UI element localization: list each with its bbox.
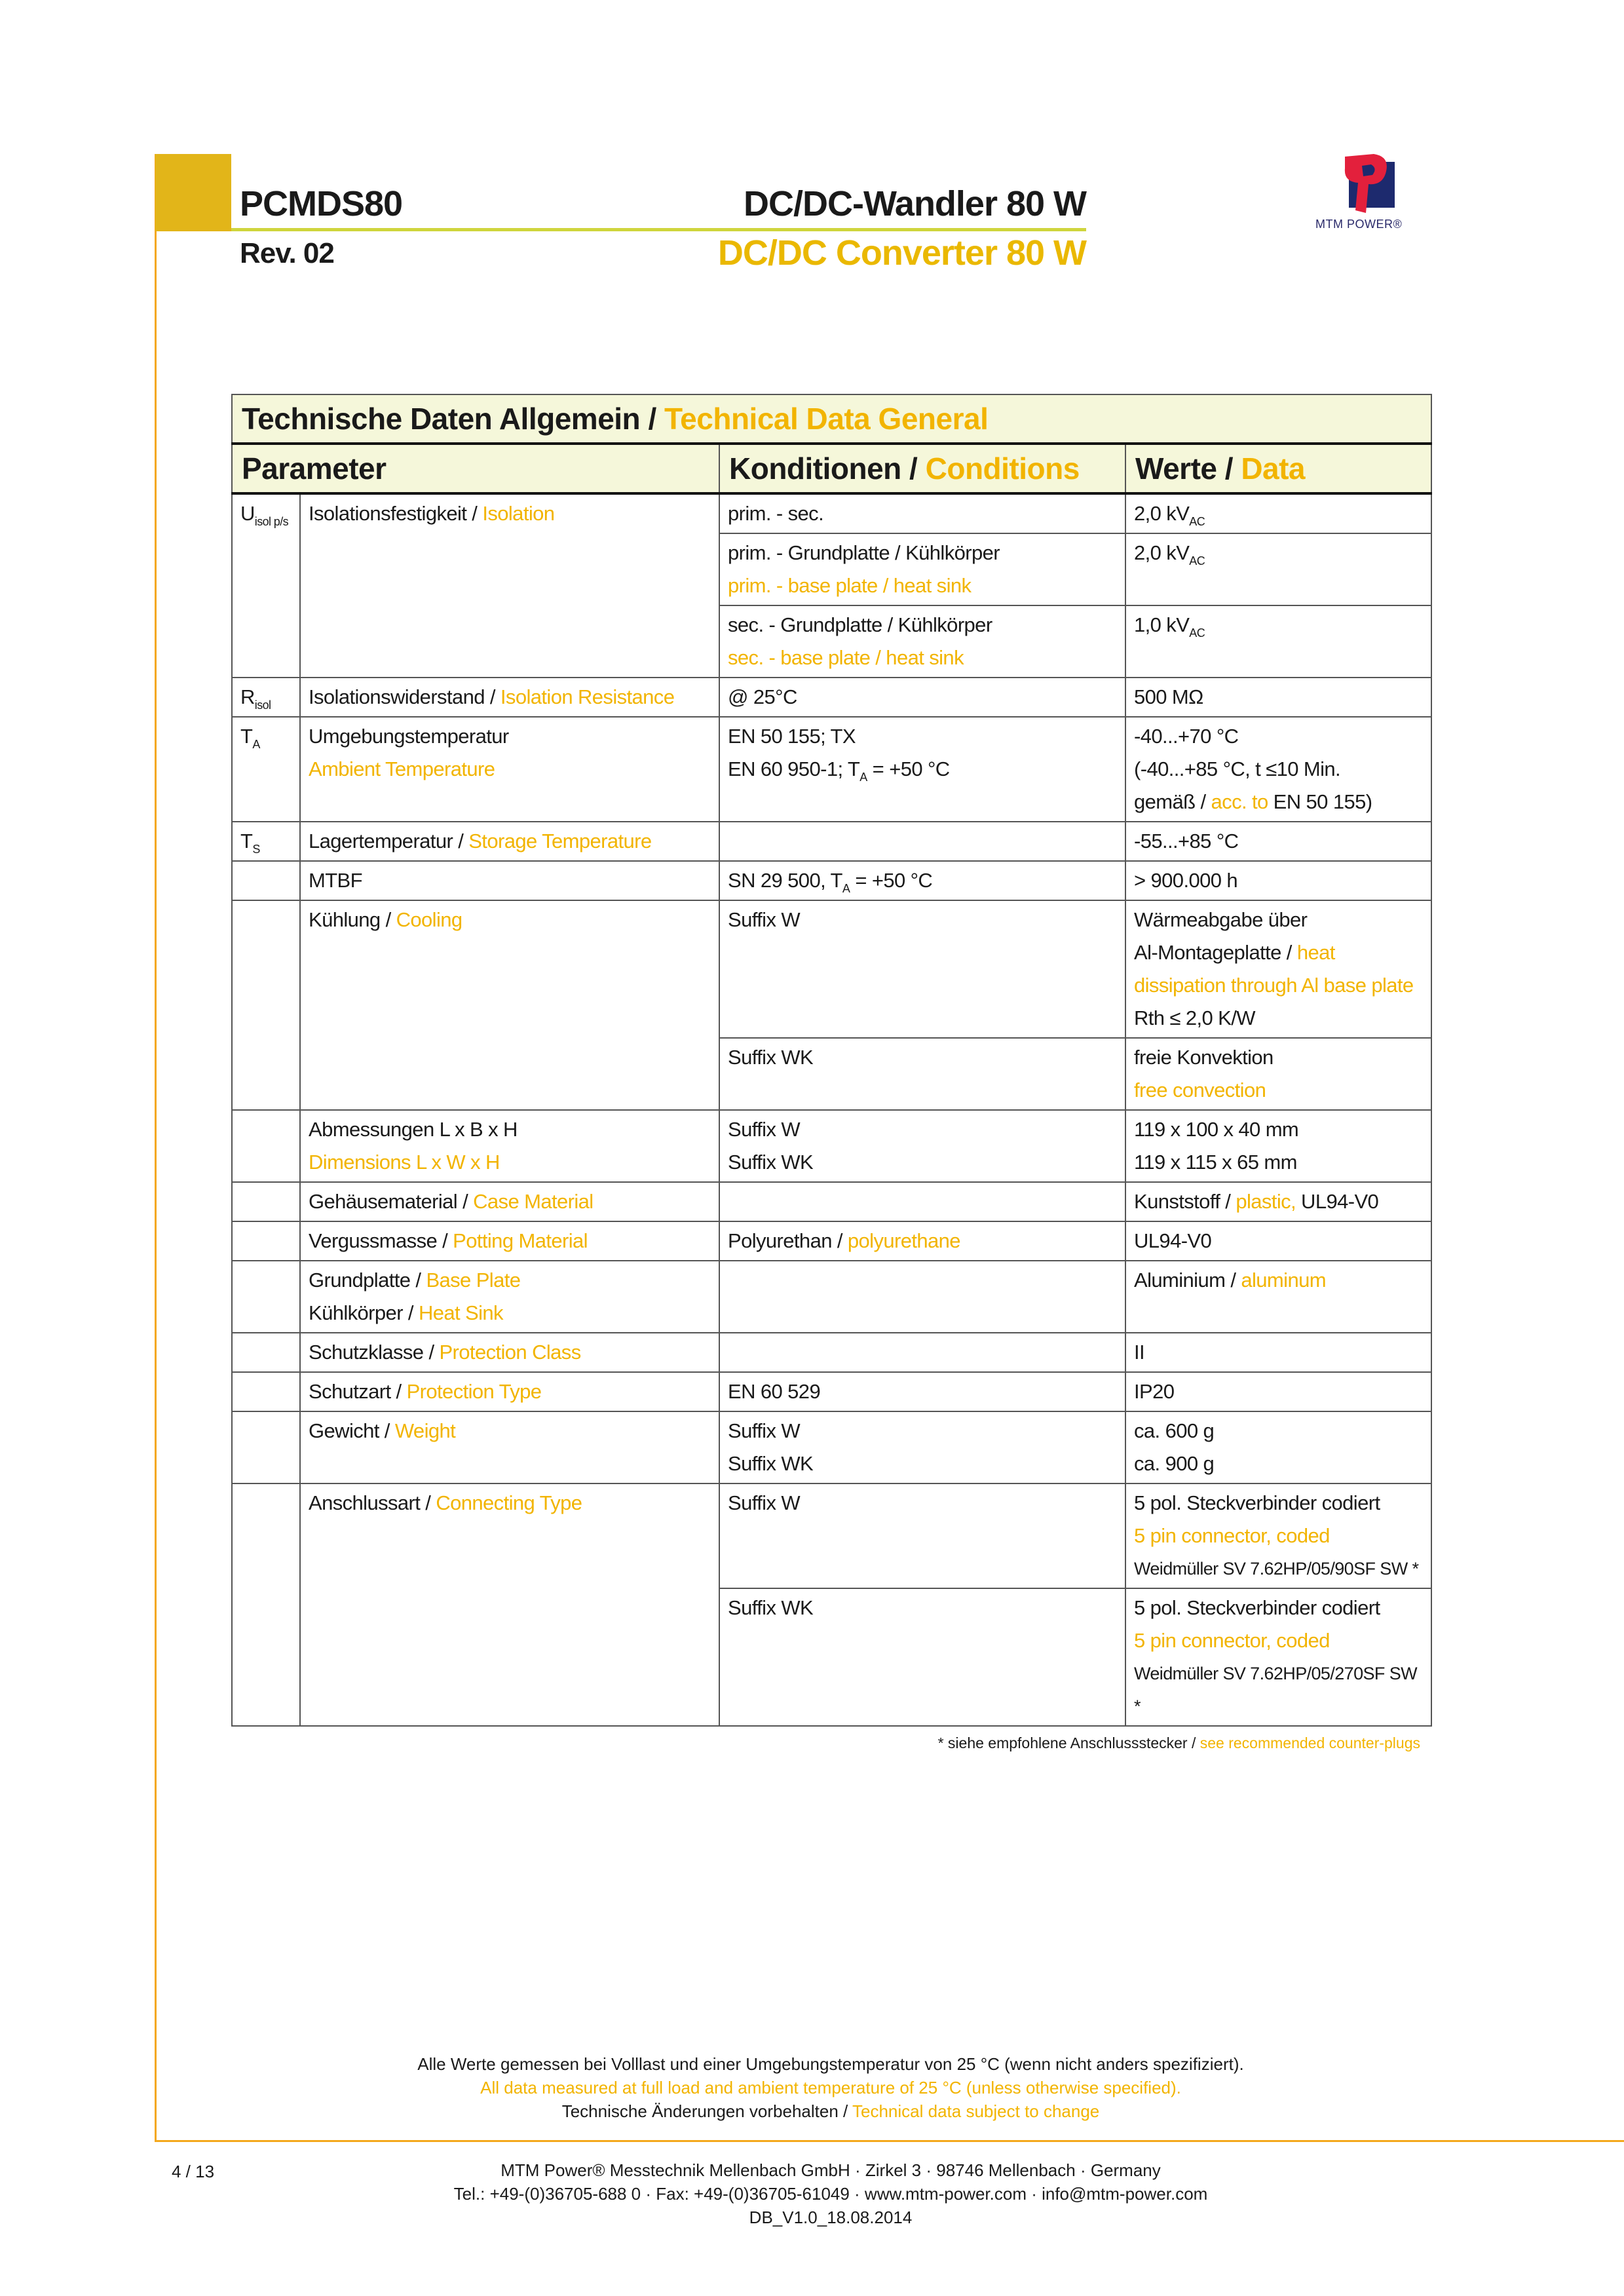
table-cell: 119 x 100 x 40 mm 119 x 115 x 65 mm [1125,1110,1431,1182]
footer-doc-id: DB_V1.0_18.08.2014 [749,2208,913,2227]
table-cell: $U_{isol p/s}$ [232,493,300,678]
table-cell: Lagertemperatur / Storage Temperature [300,822,719,861]
table-cell [719,1333,1125,1372]
table-cell: SN 29 500, $T_A = +50$ °C [719,861,1125,900]
title-de: DC/DC-Wandler 80 W [743,184,1086,223]
table-cell: freie Konvektion free convection [1125,1038,1431,1110]
table-cell: 2,0 $kV_{AC}$ [1125,493,1431,533]
table-cell: -40...+70 °C (-40...+85 °C, t ≤10 Min. gemäß / acc. to EN 50 155) [1125,717,1431,822]
header-parameter: Parameter [232,444,719,493]
table-row [232,678,1431,717]
table-cell: Vergussmasse / Potting Material [300,1221,719,1261]
table-cell [232,1110,300,1182]
table-cell [232,1372,300,1411]
table-cell: 500 MΩ [1125,678,1431,717]
table-cell [232,1221,300,1261]
table-cell: Suffix WK [719,1588,1125,1726]
table-cell: $T_S$ [232,822,300,861]
table-section [231,394,1431,1753]
table-cell: -55...+85 °C [1125,822,1431,861]
mtm-power-logo-icon [1340,154,1399,214]
table-cell: UL94-V0 [1125,1221,1431,1261]
table-cell: Wärmeabgabe über Al-Montageplatte / heat dissipation through Al base plate Rth ≤ 2,0 K/W [1125,900,1431,1038]
note-changes: Technische Änderungen vorbehalten / Technical data subject to change [561,2101,1100,2121]
table-cell: Schutzklasse / Protection Class [300,1333,719,1372]
table-cell [719,1182,1125,1221]
page-number: 4 / 13 [172,2162,215,2181]
table-row [232,1333,1431,1372]
table-row [232,1411,1431,1483]
table-header [232,444,1431,493]
table-cell: sec. - Grundplatte / Kühlkörper sec. - base plate / heat sink [719,605,1125,678]
page-border-left [155,154,157,2142]
table-cell [232,861,300,900]
table-cell: prim. - sec. [719,493,1125,533]
header-accent-block [155,154,231,231]
table-cell: 2,0 $kV_{AC}$ [1125,533,1431,605]
footer-company: MTM Power® Messtechnik Mellenbach GmbH · Zirkel 3 · 98746 Mellenbach · Germany [500,2160,1161,2180]
table-cell: $T_A$ [232,717,300,822]
table-cell: Suffix WK [719,1038,1125,1110]
table-cell: @ 25°C [719,678,1125,717]
table-row [232,493,1431,533]
table-cell [232,1182,300,1221]
table-cell: Gewicht / Weight [300,1411,719,1483]
table-title: Technische Daten Allgemein / Technical Data General [232,394,1431,444]
table-row [232,861,1431,900]
table-cell: Suffix W [719,1483,1125,1588]
table-cell: Kühlung / Cooling [300,900,719,1110]
header-conditions: Konditionen / Conditions [719,444,1125,493]
product-name: PCMDS80 [240,184,403,223]
table-row [232,900,1431,1038]
table-cell: > 900.000 h [1125,861,1431,900]
table-cell: EN 50 155; TX EN 60 950-1; $T_A = +50$ °C [719,717,1125,822]
table-cell: Suffix W [719,900,1125,1038]
table-row [232,1372,1431,1411]
table-cell: $R_{isol}$ [232,678,300,717]
table-row [232,1261,1431,1333]
note-de: Alle Werte gemessen bei Volllast und einer Umgebungstemperatur von 25 °C (wenn nicht anders spezifiziert). [417,2054,1244,2074]
table-cell: prim. - Grundplatte / Kühlkörper prim. - base plate / heat sink [719,533,1125,605]
table-cell: Anschlussart / Connecting Type [300,1483,719,1726]
table-cell: Grundplatte / Base Plate Kühlkörper / Heat Sink [300,1261,719,1333]
table-cell: IP20 [1125,1372,1431,1411]
table-cell: Umgebungstemperatur Ambient Temperature [300,717,719,822]
table-cell [232,900,300,1110]
revision: Rev. 02 [240,237,334,269]
page-border-bottom [155,2140,1624,2142]
table-cell: Polyurethan / polyurethane [719,1221,1125,1261]
table-cell: ca. 600 g ca. 900 g [1125,1411,1431,1483]
table-cell: Abmessungen L x B x H Dimensions L x W x H [300,1110,719,1182]
table-cell: Kunststoff / plastic, UL94-V0 [1125,1182,1431,1221]
note-en: All data measured at full load and ambient temperature of 25 °C (unless otherwise specified). [480,2078,1181,2097]
footnote: * siehe empfohlene Anschlussstecker / see recommended counter-plugs [937,1734,1420,1751]
table-cell: Suffix W Suffix WK [719,1110,1125,1182]
table-cell: Suffix W Suffix WK [719,1411,1125,1483]
table-cell: MTBF [300,861,719,900]
header-rule [231,228,1086,231]
table-cell [232,1333,300,1372]
logo-text: MTM POWER® [1315,218,1403,231]
table-row [232,1110,1431,1182]
table-row [232,1221,1431,1261]
table-cell [232,1411,300,1483]
table-cell: 5 pol. Steckverbinder codiert 5 pin connector, coded Weidmüller SV 7.62HP/05/90SF SW * [1125,1483,1431,1588]
table-cell [719,822,1125,861]
table-cell: EN 60 529 [719,1372,1125,1411]
table-row [232,1483,1431,1588]
table-cell: 5 pol. Steckverbinder codiert 5 pin connector, coded Weidmüller SV 7.62HP/05/270SF SW * [1125,1588,1431,1726]
table-cell [232,1261,300,1333]
technical-data-table [231,394,1432,1727]
table-cell: Isolationsfestigkeit / Isolation [300,493,719,678]
table-cell: Gehäusematerial / Case Material [300,1182,719,1221]
table-cell: Isolationswiderstand / Isolation Resistance [300,678,719,717]
table-cell: Schutzart / Protection Type [300,1372,719,1411]
table-cell: 1,0 $kV_{AC}$ [1125,605,1431,678]
table-row [232,822,1431,861]
table-cell: II [1125,1333,1431,1372]
table-row [232,717,1431,822]
footer-contact: Tel.: +49-(0)36705-688 0 · Fax: +49-(0)36705-61049 · www.mtm-power.com · info@mtm-power.com [453,2184,1208,2204]
table-cell [232,1483,300,1726]
table-cell: Aluminium / aluminum [1125,1261,1431,1333]
table-cell [719,1261,1125,1333]
title-en: DC/DC Converter 80 W [717,233,1086,273]
header-data: Werte / Data [1125,444,1431,493]
table-row [232,1182,1431,1221]
